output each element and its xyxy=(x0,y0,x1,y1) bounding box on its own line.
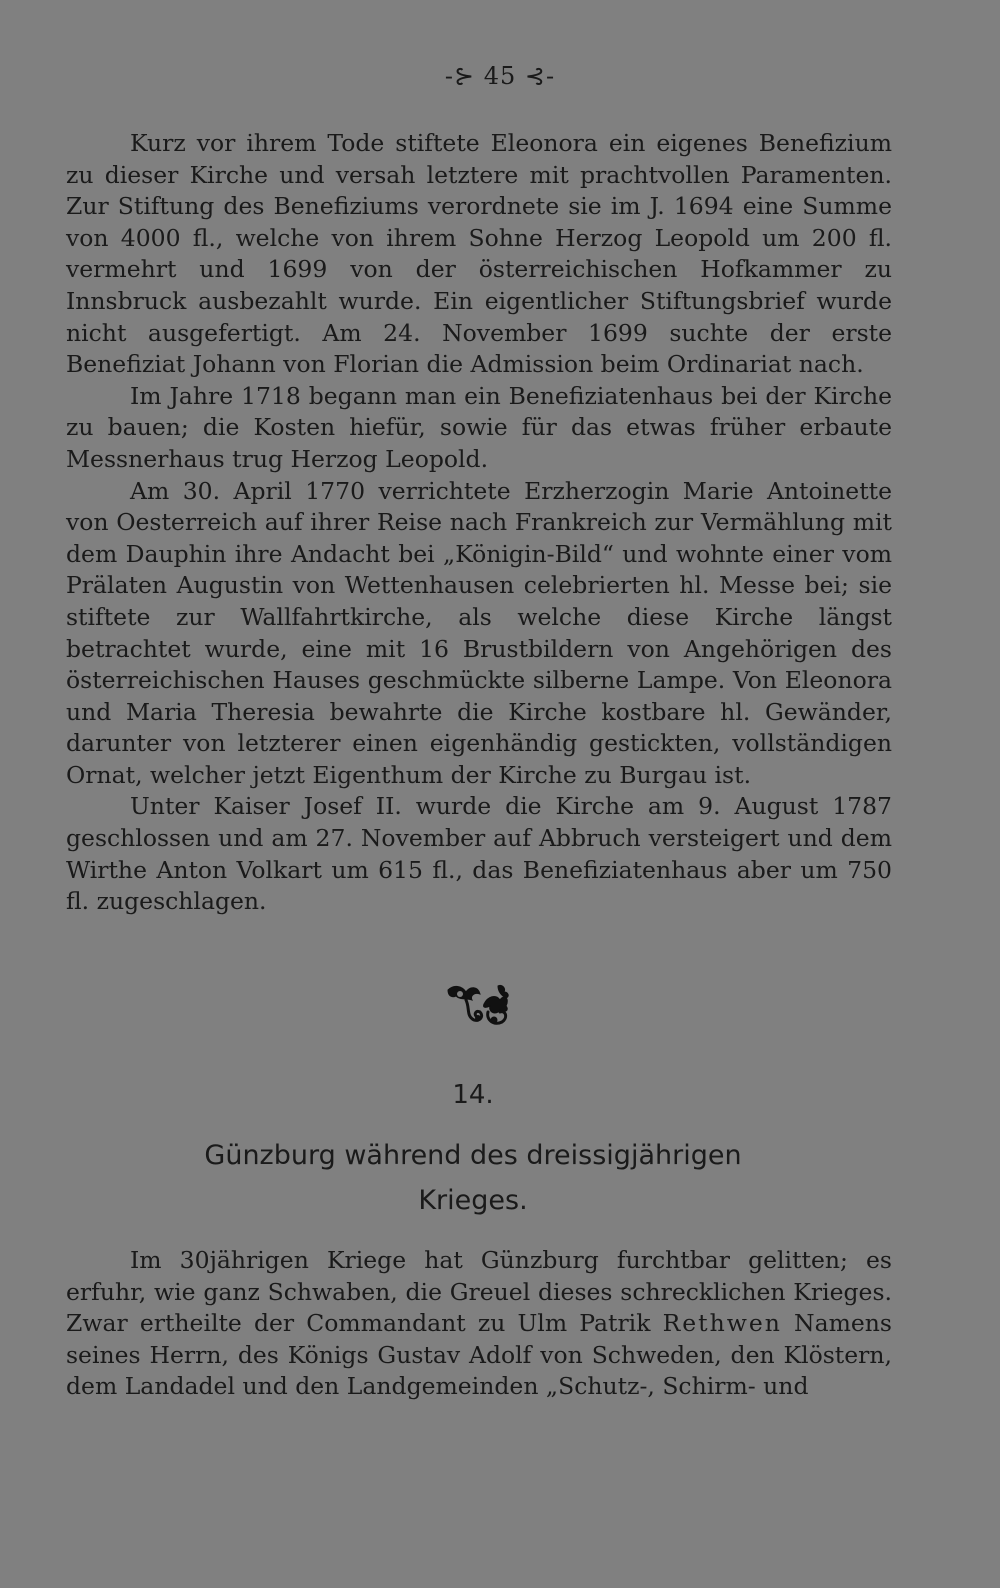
section-text-top xyxy=(66,128,892,918)
paragraph: Im Jahre 1718 begann man ein Benefiziatenhaus bei der Kirche zu bauen; die Kosten hiefür, sowie für das etwas früher erbaute Messnerhaus trug Herzog Leopold. xyxy=(66,381,892,473)
chapter-number: 14. xyxy=(452,1080,494,1110)
floral-ornament-icon xyxy=(444,982,516,1028)
chapter-title xyxy=(60,1133,886,1223)
section-text-bottom xyxy=(66,1245,892,1403)
paragraph: Kurz vor ihrem Tode stiftete Eleonora ein eigenes Benefizium zu dieser Kirche und versah letztere mit prachtvollen Paramenten. Zur Stiftung des Benefiziums verordnete sie im J. 1694 eine Summe von 4000 fl., welche von ihrem Sohne Herzog Leopold um 200 fl. vermehrt und 1699 von der österreichischen Hofkammer zu Innsbruck ausbezahlt wurde. Ein eigentlicher Stiftungsbrief wurde nicht ausgefertigt. Am 24. November 1699 suchte der erste Benefiziat Johann von Florian die Admission beim Ordinariat nach. xyxy=(66,129,892,379)
spaced-name: Rethwen xyxy=(662,1309,782,1338)
chapter-title-line: Günzburg während des dreissigjährigen xyxy=(204,1140,742,1171)
paragraph: Am 30. April 1770 verrichtete Erzherzogin Marie Antoinette von Oesterreich auf ihrer Reise nach Frankreich zur Vermählung mit dem Dauphin ihre Andacht bei „Königin-Bild“ und wohnte einer vom Prälaten Augustin von Wettenhausen celebrierten hl. Messe bei; sie stiftete zur Wallfahrtkirche, als welche diese Kirche längst betrachtet wurde, eine mit 16 Brustbildern von Angehörigen des österreichischen Hauses geschmückte silberne Lampe. Von Eleonora und Maria Theresia bewahrte die Kirche kostbare hl. Gewänder, darunter von letzterer einen eigenhändig gestickten, vollständigen Ornat, welcher jetzt Eigenthum der Kirche zu Burgau ist. xyxy=(66,476,892,789)
chapter-title-line: Krieges. xyxy=(418,1185,528,1216)
paragraph-text: Im 30jährigen Kriege hat Günzburg furchtbar gelitten; es erfuhr, wie ganz Schwaben, die Greuel dieses schrecklichen Krieges. Zwar ertheilte der Commandant zu Ulm Patrik xyxy=(66,1246,892,1338)
paragraph-text: Namens seines Herrn, des Königs Gustav Adolf von Schweden, den Klöstern, dem Landadel und den Landgemeinden „Schutz-, Schirm- und xyxy=(66,1309,892,1401)
paragraph xyxy=(66,1245,892,1403)
page-number: -⊱ 45 ⊰- xyxy=(444,62,556,90)
paragraph: Unter Kaiser Josef II. wurde die Kirche am 9. August 1787 geschlossen und am 27. November auf Abbruch versteigert und dem Wirthe Anton Volkart um 615 fl., das Benefiziatenhaus aber um 750 fl. zugeschlagen. xyxy=(66,792,892,916)
